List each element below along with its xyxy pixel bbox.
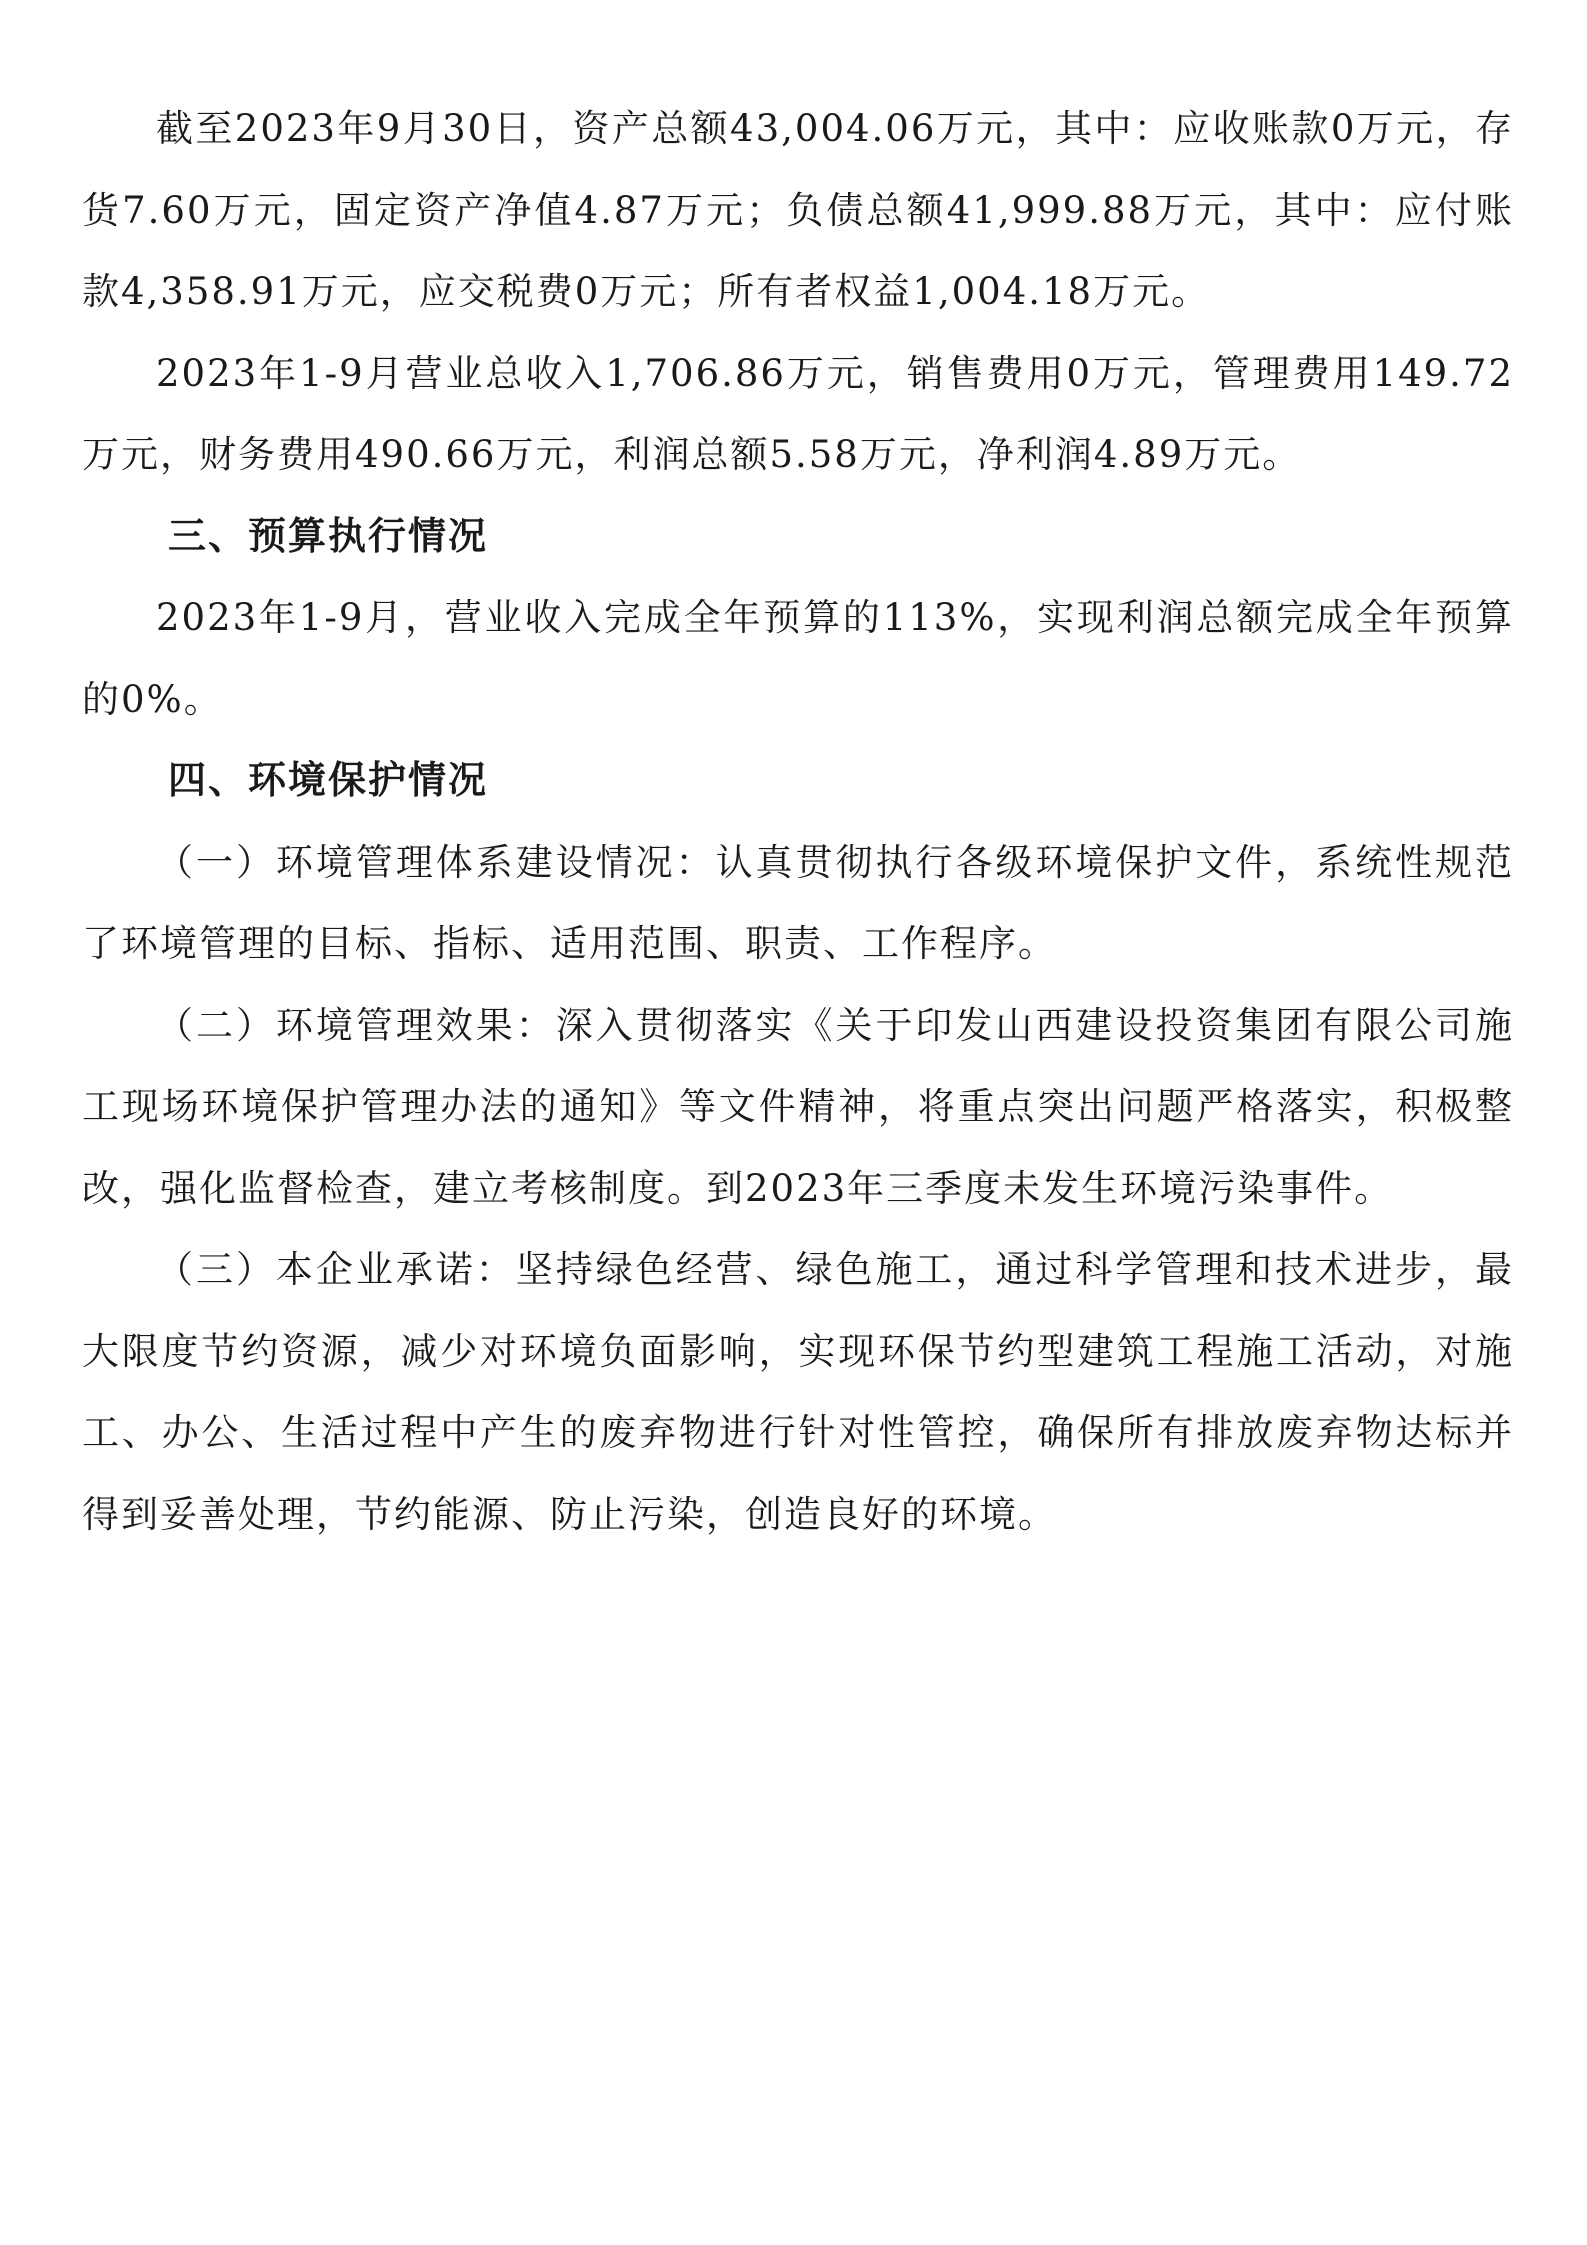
- financial-position-paragraph: 截至2023年9月30日，资产总额43,004.06万元，其中：应收账款0万元，存货7.60万元，固定资产净值4.87万元；负债总额41,999.88万元，其中：应付账款4,358.91万元，应交税费0万元；所有者权益1,004.18万元。: [82, 107, 1514, 313]
- operating-results-paragraph: 2023年1-9月营业总收入1,706.86万元，销售费用0万元，管理费用149.72万元，财务费用490.66万元，利润总额5.58万元，净利润4.89万元。: [82, 351, 1514, 476]
- env-management-effect-paragraph: （二）环境管理效果：深入贯彻落实《关于印发山西建设投资集团有限公司施工现场环境保护管理办法的通知》等文件精神，将重点突出问题严格落实，积极整改，强化监督检查，建立考核制度。到2023年三季度未发生环境污染事件。: [82, 1003, 1514, 1210]
- budget-execution-heading: 三、预算执行情况: [168, 513, 489, 558]
- document-body: [82, 88, 1514, 1555]
- env-management-system-paragraph: （一）环境管理体系建设情况：认真贯彻执行各级环境保护文件，系统性规范了环境管理的目标、指标、适用范围、职责、工作程序。: [82, 840, 1514, 965]
- budget-execution-paragraph: 2023年1-9月，营业收入完成全年预算的113%，实现利润总额完成全年预算的0%。: [82, 596, 1514, 721]
- environmental-protection-heading: 四、环境保护情况: [168, 758, 489, 802]
- enterprise-commitment-paragraph: （三）本企业承诺：坚持绿色经营、绿色施工，通过科学管理和技术进步，最大限度节约资源，减少对环境负面影响，实现环保节约型建筑工程施工活动，对施工、办公、生活过程中产生的废弃物进行针对性管控，确保所有排放废弃物达标并得到妥善处理，节约能源、防止污染，创造良好的环境。: [82, 1248, 1514, 1536]
